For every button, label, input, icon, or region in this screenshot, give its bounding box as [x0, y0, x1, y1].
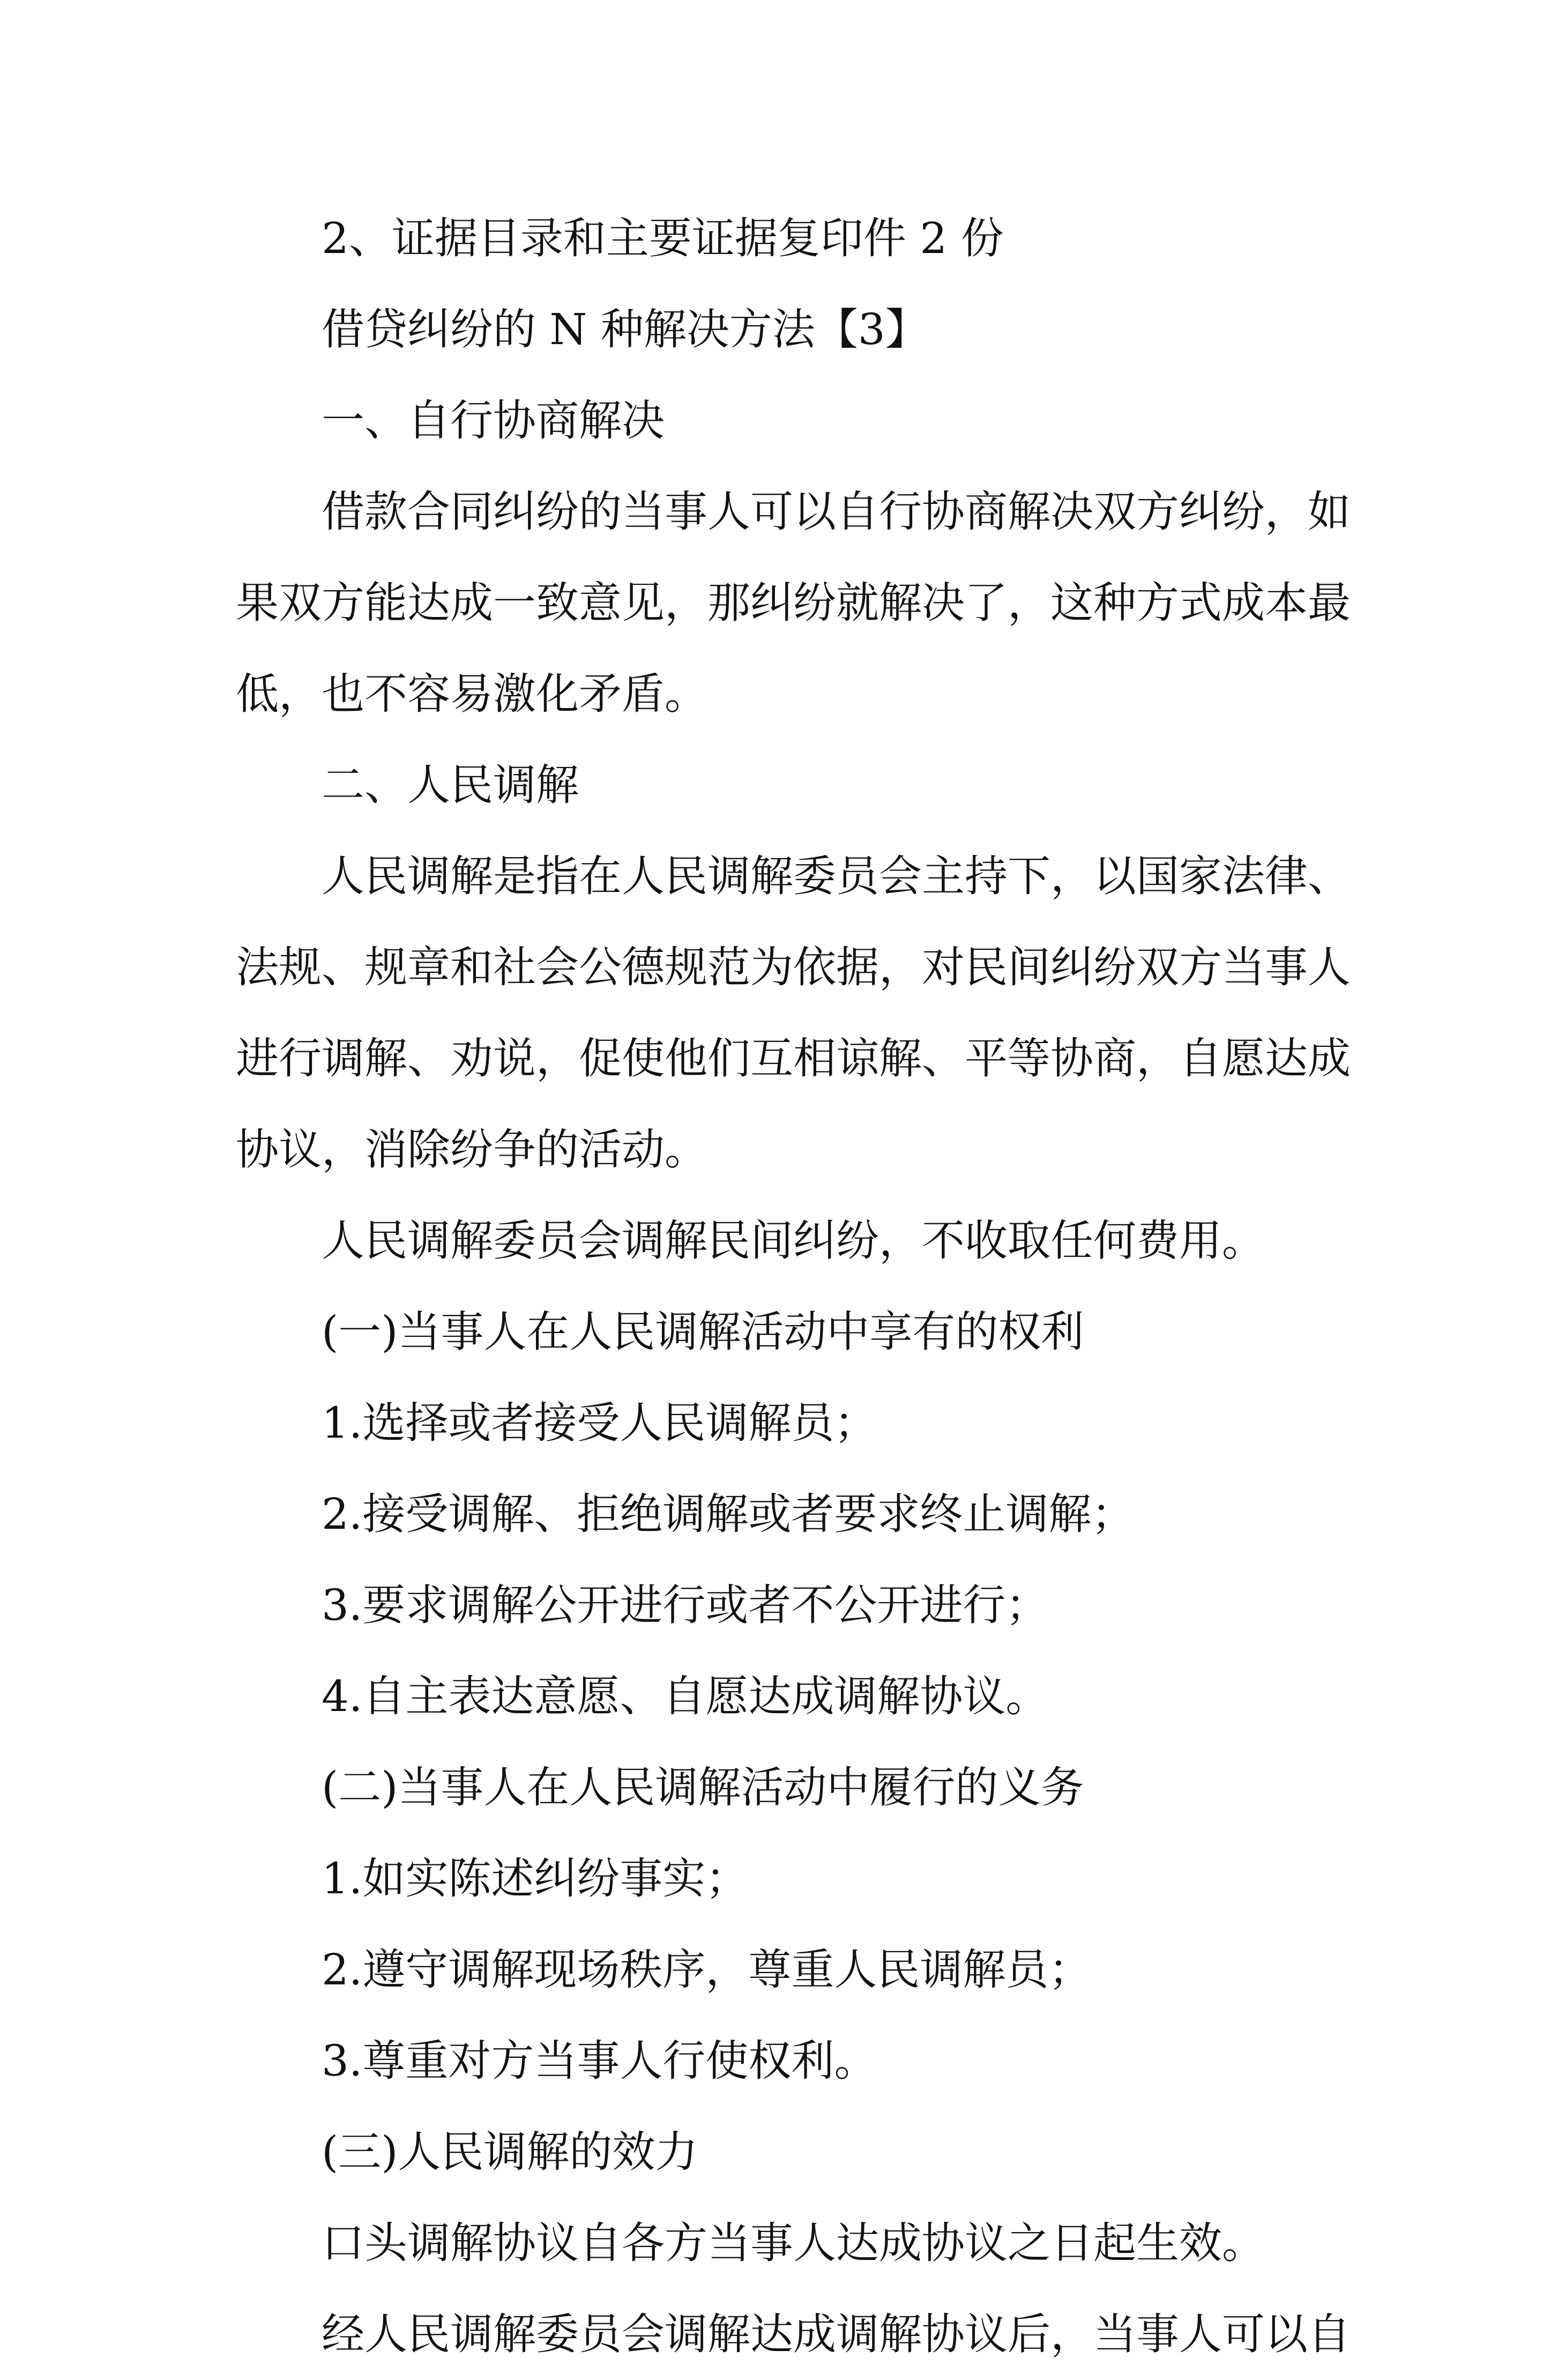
paragraph-line: 口头调解协议自各方当事人达成协议之日起生效。 — [322, 2218, 1265, 2268]
heading-people-mediation: 二、人民调解 — [322, 760, 579, 810]
paragraph-line: 进行调解、劝说，促使他们互相谅解、平等协商，自愿达成 — [236, 1033, 1351, 1083]
document-body — [236, 193, 1351, 2380]
paragraph-line: 法规、规章和社会公德规范为依据，对民间纠纷双方当事人 — [236, 942, 1351, 992]
list-item: 4.自主表达意愿、自愿达成调解协议。 — [322, 1671, 1049, 1721]
paragraph-line: 协议，消除纷争的活动。 — [236, 1125, 707, 1174]
paragraph-line: 人民调解是指在人民调解委员会主持下，以国家法律、 — [322, 851, 1351, 901]
list-item: 3.要求调解公开进行或者不公开进行； — [322, 1580, 1049, 1630]
paragraph-line: 人民调解委员会调解民间纠纷，不收取任何费用。 — [322, 1216, 1265, 1266]
list-item: 2.遵守调解现场秩序，尊重人民调解员； — [322, 1945, 1092, 1995]
subheading-rights: (一)当事人在人民调解活动中享有的权利 — [322, 1307, 1084, 1357]
list-item: 1.如实陈述纠纷事实； — [322, 1854, 749, 1903]
evidence-list-item: 2、证据目录和主要证据复印件 2 份 — [322, 213, 1004, 263]
list-item: 2.接受调解、拒绝调解或者要求终止调解； — [322, 1489, 1135, 1539]
subheading-obligations: (二)当事人在人民调解活动中履行的义务 — [322, 1762, 1084, 1812]
list-item: 1.选择或者接受人民调解员； — [322, 1398, 877, 1448]
list-item: 3.尊重对方当事人行使权利。 — [322, 2036, 877, 2086]
paragraph-line: 借款合同纠纷的当事人可以自行协商解决双方纠纷，如 — [322, 487, 1351, 537]
section-title: 借贷纠纷的 N 种解决方法【3】 — [322, 304, 928, 354]
subheading-effect: (三)人民调解的效力 — [322, 2127, 698, 2177]
paragraph-line: 低，也不容易激化矛盾。 — [236, 669, 707, 719]
paragraph-line: 经人民调解委员会调解达成调解协议后，当事人可以自 — [322, 2309, 1351, 2359]
paragraph-line: 果双方能达成一致意见，那纠纷就解决了，这种方式成本最 — [236, 578, 1351, 628]
heading-self-negotiation: 一、自行协商解决 — [322, 396, 665, 445]
